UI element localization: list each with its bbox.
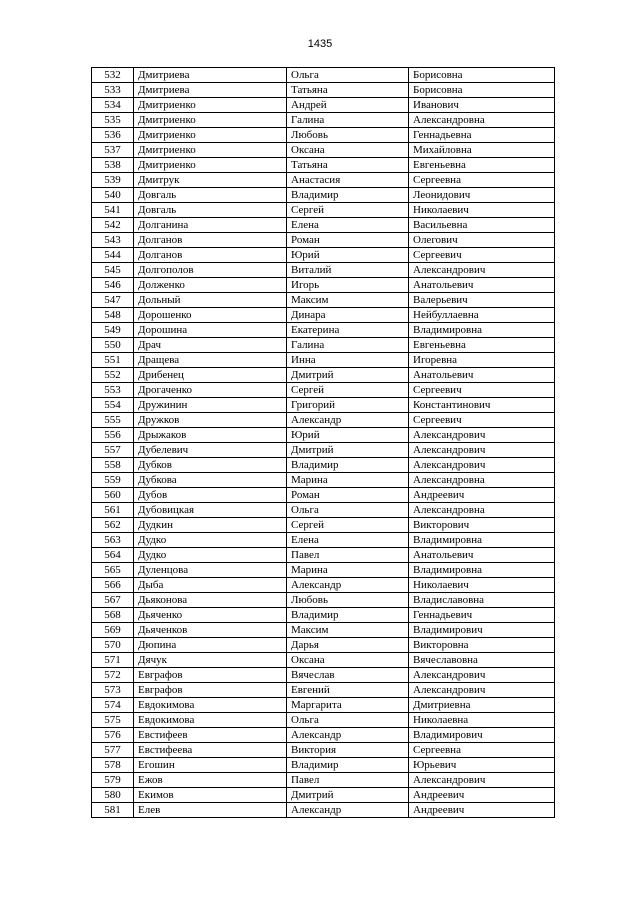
table-row — [92, 653, 555, 668]
row-number-cell: 537 — [92, 143, 134, 158]
first-name-cell: Екатерина — [287, 323, 409, 338]
patronymic-cell: Андреевич — [409, 788, 555, 803]
patronymic-cell: Константинович — [409, 398, 555, 413]
row-number-cell: 566 — [92, 578, 134, 593]
surname-cell: Дмитриенко — [134, 128, 287, 143]
first-name-cell: Роман — [287, 233, 409, 248]
surname-cell: Дячук — [134, 653, 287, 668]
surname-cell: Дружинин — [134, 398, 287, 413]
patronymic-cell: Александрович — [409, 683, 555, 698]
row-number-cell: 546 — [92, 278, 134, 293]
table-row — [92, 338, 555, 353]
surname-cell: Долганина — [134, 218, 287, 233]
patronymic-cell: Владимировна — [409, 323, 555, 338]
patronymic-cell: Александрович — [409, 773, 555, 788]
patronymic-cell: Николаевна — [409, 713, 555, 728]
first-name-cell: Максим — [287, 293, 409, 308]
patronymic-cell: Владимировна — [409, 563, 555, 578]
first-name-cell: Татьяна — [287, 158, 409, 173]
patronymic-cell: Александрович — [409, 263, 555, 278]
table-row — [92, 83, 555, 98]
row-number-cell: 553 — [92, 383, 134, 398]
patronymic-cell: Борисовна — [409, 68, 555, 83]
patronymic-cell: Вячеславовна — [409, 653, 555, 668]
page-number: 1435 — [307, 38, 333, 50]
patronymic-cell: Владиславовна — [409, 593, 555, 608]
row-number-cell: 572 — [92, 668, 134, 683]
first-name-cell: Александр — [287, 413, 409, 428]
patronymic-cell: Геннадьевна — [409, 128, 555, 143]
patronymic-cell: Анатольевич — [409, 548, 555, 563]
table-row — [92, 758, 555, 773]
table-row — [92, 608, 555, 623]
patronymic-cell: Андреевич — [409, 488, 555, 503]
surname-cell: Елев — [134, 803, 287, 818]
first-name-cell: Александр — [287, 728, 409, 743]
table-row — [92, 263, 555, 278]
row-number-cell: 578 — [92, 758, 134, 773]
surname-cell: Долженко — [134, 278, 287, 293]
row-number-cell: 574 — [92, 698, 134, 713]
patronymic-cell: Александровна — [409, 503, 555, 518]
row-number-cell: 562 — [92, 518, 134, 533]
row-number-cell: 536 — [92, 128, 134, 143]
first-name-cell: Татьяна — [287, 83, 409, 98]
surname-cell: Дрыжаков — [134, 428, 287, 443]
first-name-cell: Виктория — [287, 743, 409, 758]
patronymic-cell: Евгеньевна — [409, 338, 555, 353]
surname-cell: Дубов — [134, 488, 287, 503]
surname-cell: Дружков — [134, 413, 287, 428]
row-number-cell: 539 — [92, 173, 134, 188]
table-row — [92, 698, 555, 713]
table-row — [92, 413, 555, 428]
first-name-cell: Владимир — [287, 188, 409, 203]
patronymic-cell: Нейбуллаевна — [409, 308, 555, 323]
surname-cell: Дуленцова — [134, 563, 287, 578]
surname-cell: Довгаль — [134, 203, 287, 218]
patronymic-cell: Валерьевич — [409, 293, 555, 308]
row-number-cell: 541 — [92, 203, 134, 218]
table-row — [92, 113, 555, 128]
first-name-cell: Сергей — [287, 383, 409, 398]
table-row — [92, 788, 555, 803]
table-row — [92, 593, 555, 608]
table-row — [92, 803, 555, 818]
row-number-cell: 569 — [92, 623, 134, 638]
row-number-cell: 538 — [92, 158, 134, 173]
row-number-cell: 545 — [92, 263, 134, 278]
patronymic-cell: Владимирович — [409, 623, 555, 638]
table-row — [92, 353, 555, 368]
row-number-cell: 558 — [92, 458, 134, 473]
table-row — [92, 428, 555, 443]
patronymic-cell: Дмитриевна — [409, 698, 555, 713]
table-row — [92, 218, 555, 233]
surname-cell: Дрибенец — [134, 368, 287, 383]
patronymic-cell: Александрович — [409, 443, 555, 458]
table-row — [92, 398, 555, 413]
first-name-cell: Елена — [287, 218, 409, 233]
patronymic-cell: Николаевич — [409, 203, 555, 218]
patronymic-cell: Александровна — [409, 113, 555, 128]
table-row — [92, 638, 555, 653]
table-row — [92, 683, 555, 698]
table-row — [92, 533, 555, 548]
surname-cell: Дубелевич — [134, 443, 287, 458]
row-number-cell: 571 — [92, 653, 134, 668]
table-row — [92, 623, 555, 638]
first-name-cell: Дмитрий — [287, 788, 409, 803]
first-name-cell: Сергей — [287, 203, 409, 218]
first-name-cell: Дмитрий — [287, 443, 409, 458]
patronymic-cell: Олегович — [409, 233, 555, 248]
surname-cell: Долганов — [134, 233, 287, 248]
table-row — [92, 143, 555, 158]
patronymic-cell: Юрьевич — [409, 758, 555, 773]
surname-cell: Екимов — [134, 788, 287, 803]
patronymic-cell: Михайловна — [409, 143, 555, 158]
first-name-cell: Маргарита — [287, 698, 409, 713]
row-number-cell: 567 — [92, 593, 134, 608]
patronymic-cell: Евгеньевна — [409, 158, 555, 173]
first-name-cell: Галина — [287, 113, 409, 128]
table-row — [92, 518, 555, 533]
surname-cell: Евстифеева — [134, 743, 287, 758]
first-name-cell: Павел — [287, 548, 409, 563]
patronymic-cell: Викторовна — [409, 638, 555, 653]
row-number-cell: 543 — [92, 233, 134, 248]
first-name-cell: Анастасия — [287, 173, 409, 188]
table-row — [92, 308, 555, 323]
row-number-cell: 565 — [92, 563, 134, 578]
row-number-cell: 560 — [92, 488, 134, 503]
surname-cell: Дмитриенко — [134, 98, 287, 113]
roster-body — [92, 68, 555, 818]
name-roster-table — [91, 67, 555, 818]
row-number-cell: 576 — [92, 728, 134, 743]
first-name-cell: Григорий — [287, 398, 409, 413]
first-name-cell: Ольга — [287, 503, 409, 518]
row-number-cell: 559 — [92, 473, 134, 488]
surname-cell: Дольный — [134, 293, 287, 308]
surname-cell: Дьяченко — [134, 608, 287, 623]
row-number-cell: 563 — [92, 533, 134, 548]
surname-cell: Дмитриенко — [134, 143, 287, 158]
row-number-cell: 550 — [92, 338, 134, 353]
table-row — [92, 503, 555, 518]
table-row — [92, 728, 555, 743]
surname-cell: Дубовицкая — [134, 503, 287, 518]
surname-cell: Дмитриева — [134, 83, 287, 98]
first-name-cell: Евгений — [287, 683, 409, 698]
row-number-cell: 555 — [92, 413, 134, 428]
table-row — [92, 773, 555, 788]
patronymic-cell: Игоревна — [409, 353, 555, 368]
surname-cell: Дудко — [134, 533, 287, 548]
row-number-cell: 551 — [92, 353, 134, 368]
row-number-cell: 548 — [92, 308, 134, 323]
table-row — [92, 248, 555, 263]
first-name-cell: Марина — [287, 473, 409, 488]
first-name-cell: Оксана — [287, 653, 409, 668]
surname-cell: Дрогаченко — [134, 383, 287, 398]
first-name-cell: Александр — [287, 803, 409, 818]
table-row — [92, 173, 555, 188]
row-number-cell: 577 — [92, 743, 134, 758]
row-number-cell: 579 — [92, 773, 134, 788]
patronymic-cell: Сергеевна — [409, 743, 555, 758]
surname-cell: Дорошенко — [134, 308, 287, 323]
first-name-cell: Любовь — [287, 128, 409, 143]
first-name-cell: Ольга — [287, 713, 409, 728]
first-name-cell: Динара — [287, 308, 409, 323]
row-number-cell: 568 — [92, 608, 134, 623]
patronymic-cell: Борисовна — [409, 83, 555, 98]
row-number-cell: 552 — [92, 368, 134, 383]
row-number-cell: 533 — [92, 83, 134, 98]
first-name-cell: Игорь — [287, 278, 409, 293]
patronymic-cell: Геннадьевич — [409, 608, 555, 623]
table-row — [92, 293, 555, 308]
table-row — [92, 383, 555, 398]
first-name-cell: Юрий — [287, 428, 409, 443]
table-row — [92, 743, 555, 758]
surname-cell: Дубкова — [134, 473, 287, 488]
first-name-cell: Елена — [287, 533, 409, 548]
first-name-cell: Галина — [287, 338, 409, 353]
table-row — [92, 323, 555, 338]
row-number-cell: 534 — [92, 98, 134, 113]
surname-cell: Долганов — [134, 248, 287, 263]
patronymic-cell: Николаевич — [409, 578, 555, 593]
table-row — [92, 98, 555, 113]
first-name-cell: Роман — [287, 488, 409, 503]
first-name-cell: Марина — [287, 563, 409, 578]
first-name-cell: Андрей — [287, 98, 409, 113]
row-number-cell: 547 — [92, 293, 134, 308]
surname-cell: Евдокимова — [134, 713, 287, 728]
row-number-cell: 575 — [92, 713, 134, 728]
surname-cell: Ежов — [134, 773, 287, 788]
patronymic-cell: Александрович — [409, 458, 555, 473]
first-name-cell: Ольга — [287, 68, 409, 83]
first-name-cell: Александр — [287, 578, 409, 593]
first-name-cell: Павел — [287, 773, 409, 788]
first-name-cell: Инна — [287, 353, 409, 368]
patronymic-cell: Александрович — [409, 428, 555, 443]
table-row — [92, 713, 555, 728]
patronymic-cell: Андреевич — [409, 803, 555, 818]
surname-cell: Дмитриенко — [134, 158, 287, 173]
surname-cell: Дубков — [134, 458, 287, 473]
table-row — [92, 233, 555, 248]
table-row — [92, 68, 555, 83]
first-name-cell: Виталий — [287, 263, 409, 278]
surname-cell: Евграфов — [134, 683, 287, 698]
row-number-cell: 581 — [92, 803, 134, 818]
surname-cell: Евграфов — [134, 668, 287, 683]
surname-cell: Дмитрук — [134, 173, 287, 188]
surname-cell: Дмитриева — [134, 68, 287, 83]
patronymic-cell: Александровна — [409, 473, 555, 488]
row-number-cell: 535 — [92, 113, 134, 128]
patronymic-cell: Владимировна — [409, 533, 555, 548]
first-name-cell: Вячеслав — [287, 668, 409, 683]
surname-cell: Драч — [134, 338, 287, 353]
table-row — [92, 578, 555, 593]
row-number-cell: 573 — [92, 683, 134, 698]
patronymic-cell: Владимирович — [409, 728, 555, 743]
first-name-cell: Дмитрий — [287, 368, 409, 383]
surname-cell: Дьяконова — [134, 593, 287, 608]
table-row — [92, 443, 555, 458]
surname-cell: Дмитриенко — [134, 113, 287, 128]
surname-cell: Дудко — [134, 548, 287, 563]
surname-cell: Дращева — [134, 353, 287, 368]
row-number-cell: 540 — [92, 188, 134, 203]
row-number-cell: 554 — [92, 398, 134, 413]
first-name-cell: Максим — [287, 623, 409, 638]
table-row — [92, 668, 555, 683]
row-number-cell: 532 — [92, 68, 134, 83]
patronymic-cell: Сергеевич — [409, 248, 555, 263]
table-row — [92, 203, 555, 218]
patronymic-cell: Александрович — [409, 668, 555, 683]
table-row — [92, 563, 555, 578]
row-number-cell: 561 — [92, 503, 134, 518]
row-number-cell: 557 — [92, 443, 134, 458]
surname-cell: Дорошина — [134, 323, 287, 338]
patronymic-cell: Анатольевич — [409, 278, 555, 293]
table-row — [92, 158, 555, 173]
first-name-cell: Владимир — [287, 758, 409, 773]
first-name-cell: Дарья — [287, 638, 409, 653]
table-row — [92, 188, 555, 203]
first-name-cell: Юрий — [287, 248, 409, 263]
surname-cell: Дюпина — [134, 638, 287, 653]
row-number-cell: 549 — [92, 323, 134, 338]
surname-cell: Долгополов — [134, 263, 287, 278]
patronymic-cell: Викторович — [409, 518, 555, 533]
surname-cell: Дыба — [134, 578, 287, 593]
patronymic-cell: Анатольевич — [409, 368, 555, 383]
first-name-cell: Сергей — [287, 518, 409, 533]
row-number-cell: 542 — [92, 218, 134, 233]
table-row — [92, 473, 555, 488]
patronymic-cell: Иванович — [409, 98, 555, 113]
patronymic-cell: Сергеевич — [409, 383, 555, 398]
surname-cell: Евдокимова — [134, 698, 287, 713]
table-row — [92, 368, 555, 383]
patronymic-cell: Леонидович — [409, 188, 555, 203]
table-row — [92, 458, 555, 473]
surname-cell: Довгаль — [134, 188, 287, 203]
row-number-cell: 580 — [92, 788, 134, 803]
first-name-cell: Любовь — [287, 593, 409, 608]
table-row — [92, 548, 555, 563]
surname-cell: Егошин — [134, 758, 287, 773]
table-row — [92, 128, 555, 143]
surname-cell: Дьяченков — [134, 623, 287, 638]
row-number-cell: 564 — [92, 548, 134, 563]
row-number-cell: 544 — [92, 248, 134, 263]
table-row — [92, 278, 555, 293]
row-number-cell: 570 — [92, 638, 134, 653]
table-row — [92, 488, 555, 503]
first-name-cell: Владимир — [287, 608, 409, 623]
patronymic-cell: Сергеевич — [409, 413, 555, 428]
patronymic-cell: Васильевна — [409, 218, 555, 233]
surname-cell: Дудкин — [134, 518, 287, 533]
row-number-cell: 556 — [92, 428, 134, 443]
first-name-cell: Оксана — [287, 143, 409, 158]
first-name-cell: Владимир — [287, 458, 409, 473]
patronymic-cell: Сергеевна — [409, 173, 555, 188]
surname-cell: Евстифеев — [134, 728, 287, 743]
